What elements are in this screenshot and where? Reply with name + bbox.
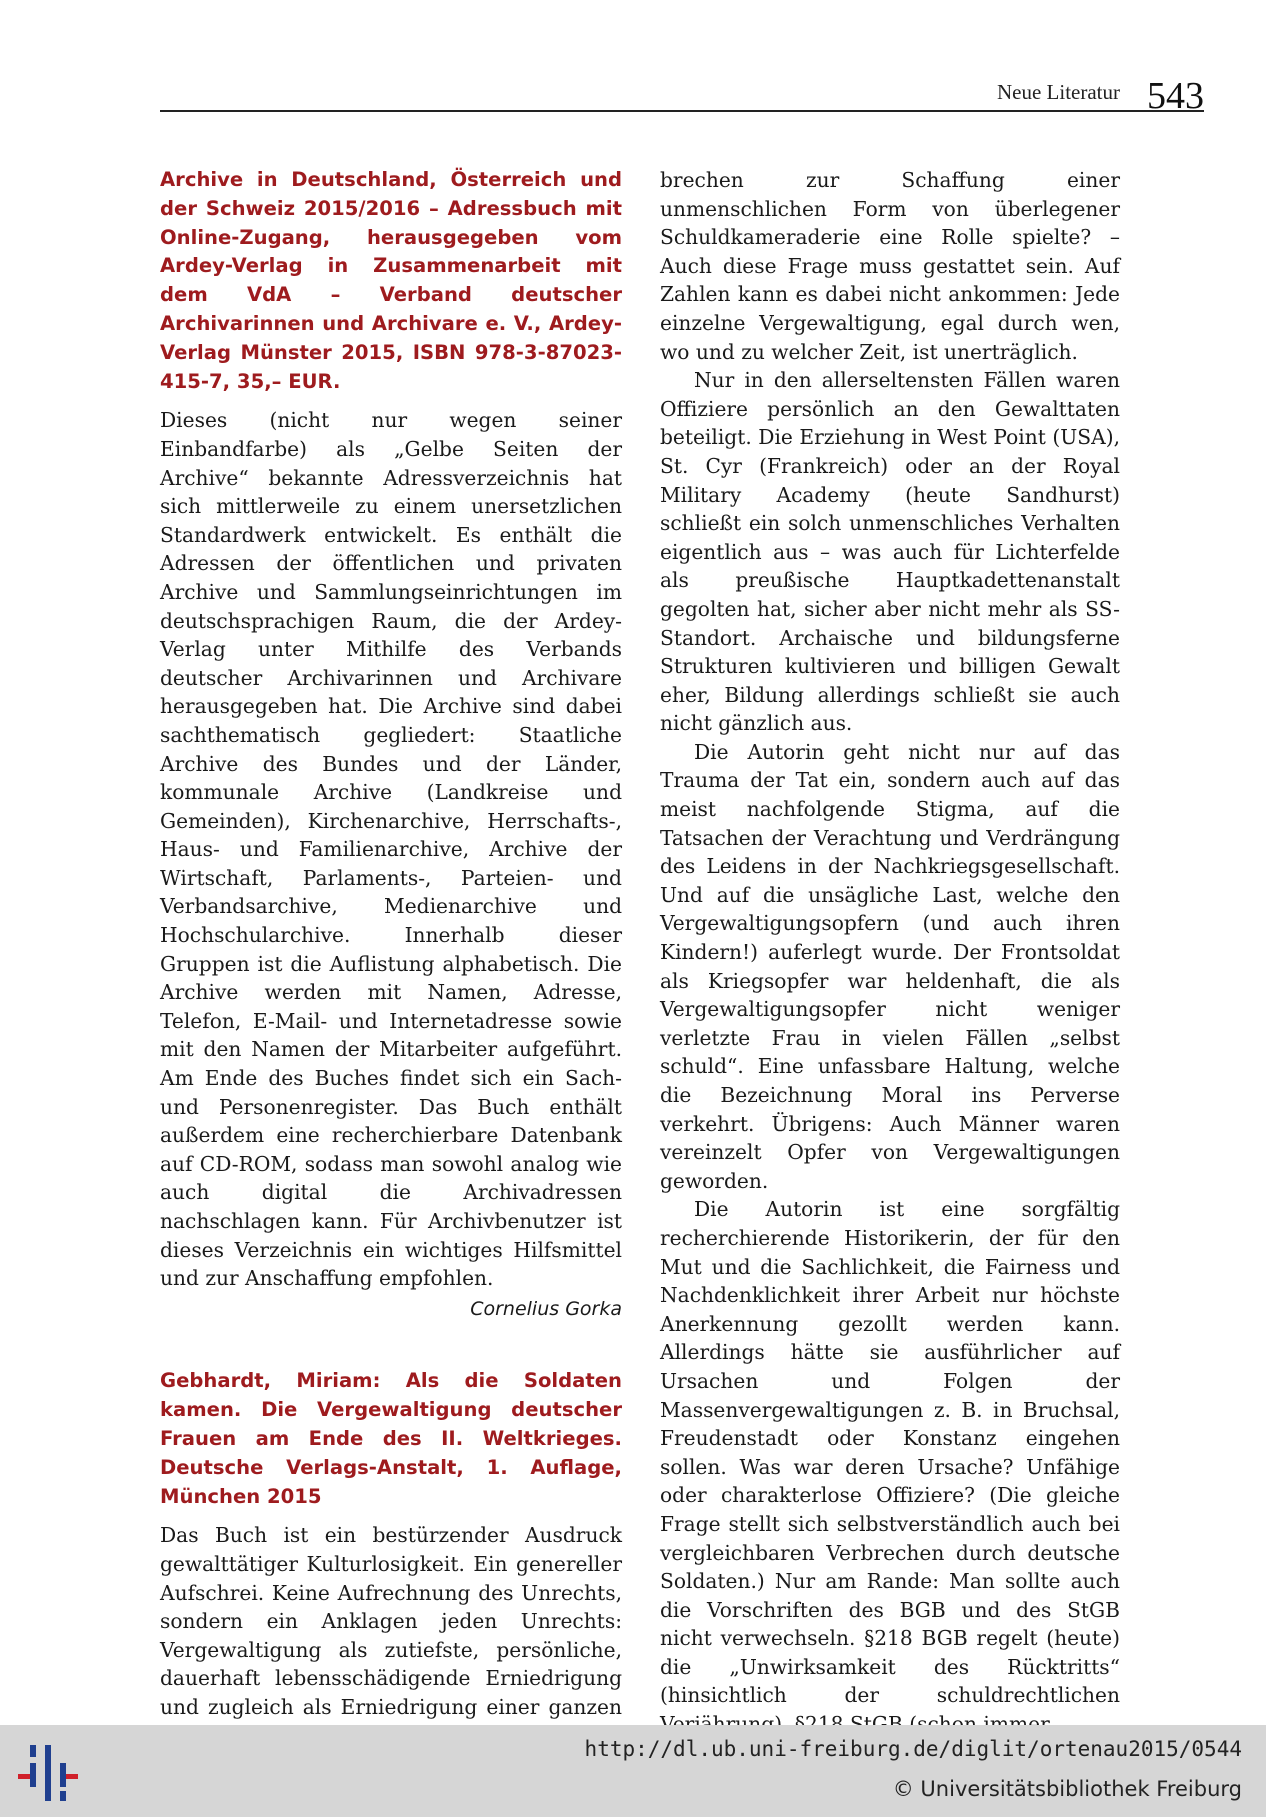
header-rule — [160, 110, 1204, 112]
paragraph: Nur in den allerseltensten Fällen waren Offiziere persönlich an den Gewalttaten beteiligt. Die Erziehung in West Point (USA), St. Cyr (Frankreich) oder an der Royal Military Academy (heute Sandhurst) schließt ein solch unmenschliches Verhalten eigentlich aus – was auch für Lichterfelde als preußische Hauptkadettenanstalt gegolten hat, sicher aber nicht mehr als SS-Standort. Archaische und bildungsferne Strukturen kultivieren und billigen Gewalt eher, Bildung allerdings schließt sie auch nicht gänzlich aus. — [660, 368, 1120, 736]
review-heading-gebhardt: Gebhardt, Miriam: Als die Soldaten kamen. Die Vergewaltigung deutscher Frauen am Ende des II. Weltkrieges. Deutsche Verlags-Anstalt, 1. Auflage, München 2015 — [160, 1369, 622, 1508]
right-column — [660, 166, 1120, 1739]
left-column — [160, 166, 622, 1779]
review-body-gebhardt-start: Das Buch ist ein bestürzender Ausdruck gewalttätiger Kulturlosigkeit. Ein genereller Aufschrei. Keine Aufrechnung des Unrechts, sondern ein Anklagen jeden Unrechts: Vergewaltigung als zutiefste, persönliche, dauerhaft lebensschädigende Erniedrigung und zugleich als Erniedrigung einer ganzen — [160, 1523, 622, 1719]
paragraph: Die Autorin ist eine sorgfältig recherchierende Historikerin, der für den Mut und die Sachlichkeit, die Fairness und Nachdenklichkeit ihrer Arbeit nur höchste Anerkennung gezollt werden kann. Allerdings hätte sie ausführlicher auf Ursachen und Folgen der Massenvergewaltigungen z. B. in Bruchsal, Freudenstadt oder Konstanz eingehen sollen. Was war deren Ursache? Unfähige oder charakterlose Offiziere? (Die gleiche Frage stellt sich selbstverständlich auch bei vergleichbaren Verbrechen durch deutsche Soldaten.) Nur am Rande: Man sollte auch die Vorschriften des BGB und des StGB nicht verwechseln. §218 BGB regelt (heute) die „Unwirksamkeit des Rücktritts“ (hinsichtlich der schuldrechtlichen — [660, 1197, 1120, 1708]
footer-bar — [0, 1725, 1266, 1817]
page-number: 543 — [1147, 75, 1204, 117]
review-author: Cornelius Gorka — [470, 1297, 622, 1320]
review-heading-archive: Archive in Deutschland, Österreich und der Schweiz 2015/2016 – Adressbuch mit Online-Zugang, herausgegeben vom Ardey-Verlag in Zusammenarbeit mit dem VdA – Verband deutscher Archivarinnen und Archivare e. V., Ardey-Verlag Münster 2015, ISBN 978-3-87023-415-7, 35,– EUR. — [160, 168, 622, 393]
library-logo-icon — [16, 1741, 80, 1805]
running-header: Neue Literatur — [996, 80, 1120, 104]
paragraph: Die Autorin geht nicht nur auf das Trauma der Tat ein, sondern auch auf das meist nachfolgende Stigma, auf die Tatsachen der Verachtung und Verdrängung des Leidens in der Nachkriegsgesellschaft. Und auf die unsägliche Last, welche den Vergewaltigungsopfern (und auch ihren Kindern!) auferlegt wurde. Der Frontsoldat als Kriegsopfer war heldenhaft, die als Vergewaltigungsopfer nicht weniger verletzte Frau in vielen Fällen „selbst schuld“. Eine unfassbare Haltung, welche die Bezeichnung Moral ins Perverse verkehrt. Übrigens: Auch Männer waren vereinzelt Opfer von Vergewaltigungen geworden. — [660, 739, 1120, 1193]
copyright-notice: © Universitätsbibliothek Freiburg — [892, 1777, 1242, 1801]
paragraph: brechen zur Schaffung einer unmenschlichen Form von überlegener Schuldkameraderie eine Rolle spielte? – Auch diese Frage muss gestattet sein. Auf Zahlen kann es dabei nicht ankommen: Jede einzelne Vergewaltigung, egal durch wen, wo und zu welcher Zeit, ist unerträglich. — [660, 168, 1120, 364]
review-body-archive: Dieses (nicht nur wegen seiner Einbandfarbe) als „Gelbe Seiten der Archive“ bekannte Adressverzeichnis hat sich mittlerweile zu einem unersetzlichen Standardwerk entwickelt. Es enthält die Adressen der öffentlichen und privaten Archive und Sammlungseinrichtungen im deutschsprachigen Raum, die der Ardey-Verlag unter Mithilfe des Verbands deutscher Archivarinnen und Archivare herausgegeben hat. Die Archive sind dabei sachthematisch gegliedert: Staatliche Archive des Bundes und der Länder, kommunale Archive (Landkreise und Gemeinden), Kirchenarchive, Herrschafts-, Haus- und Familienarchive, Archive der Wirtschaft, Parlaments-, Parteien- und Verbandsarchive, Medienarchive und Hochschularchive. Innerhalb dieser Gruppen ist die Auflistung alphabetisch. Die Archive werden mit Namen, Adresse, Telefon, E-Mail- und Internetadresse sowie mit den Namen der Mitarbeiter aufgeführt. Am Ende des Buches findet sich ein Sach- und Personenregister. Das Buch enthält außerdem eine recherchierbare Datenbank auf CD-ROM, sodass man sowohl analog wie auch digital die Archivadressen nachschlagen kann. Für Archivbenutzer ist dieses Verzeichnis ein wichtiges Hilfsmittel und zur Anschaffung empfohlen. — [160, 408, 622, 1291]
source-link[interactable]: http://dl.ub.uni-freiburg.de/diglit/ortenau2015/0544 — [584, 1737, 1242, 1761]
